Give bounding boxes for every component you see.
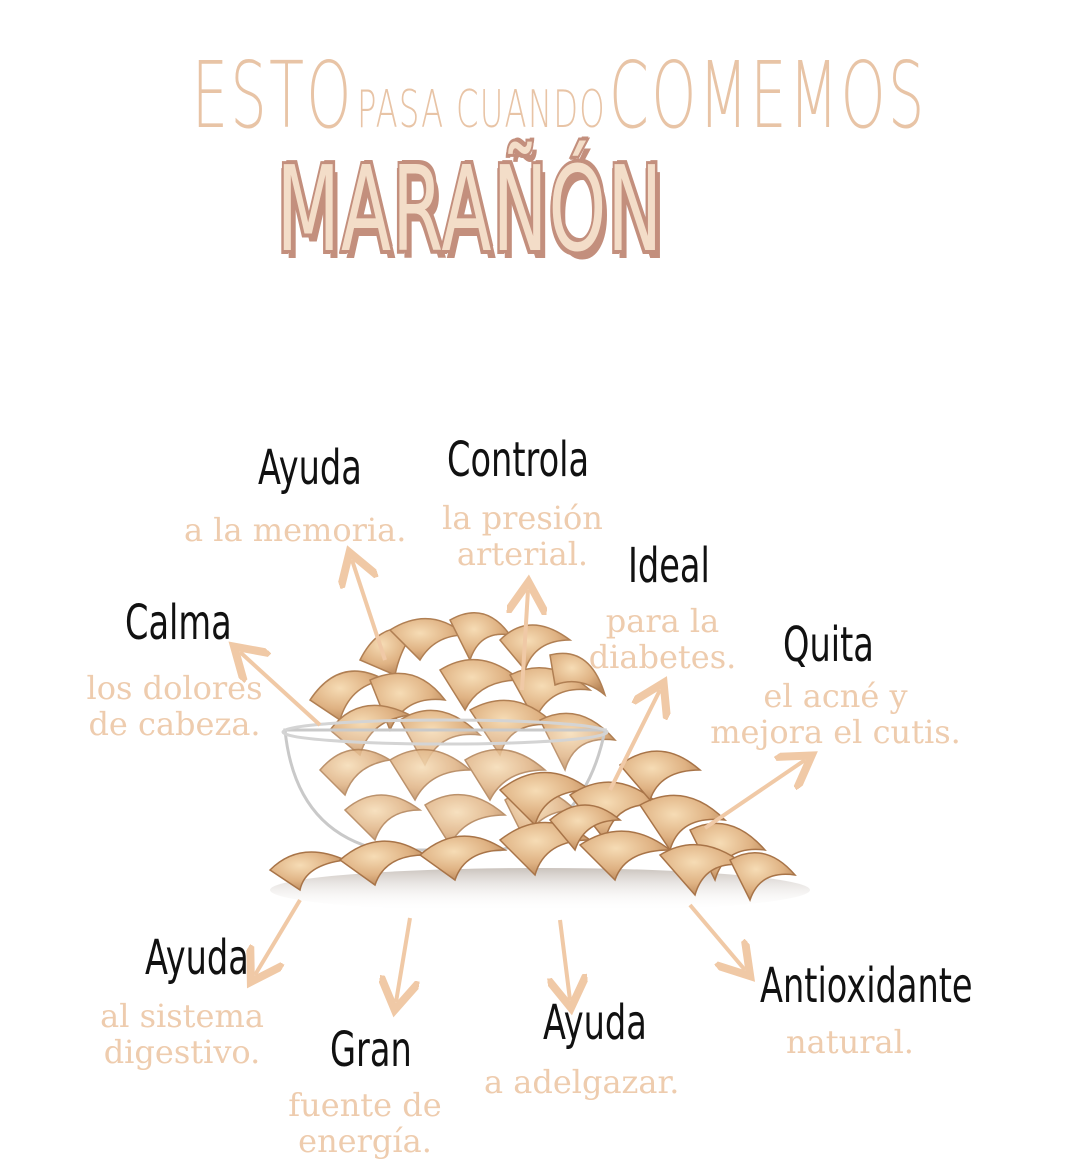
benefit-head-diabetes: Ideal bbox=[628, 538, 710, 594]
title-word-comemos: COMEMOS bbox=[609, 42, 927, 149]
benefit-desc-cabeza bbox=[82, 670, 267, 742]
benefit-desc-digestivo bbox=[92, 998, 272, 1070]
title-word-esto: ESTO bbox=[191, 42, 354, 149]
title-word-pasa-cuando: PASA CUANDO bbox=[356, 80, 606, 140]
benefit-desc-acne-line1: el acné y bbox=[763, 677, 908, 715]
benefit-desc-energia-line1: fuente de bbox=[288, 1086, 442, 1124]
benefit-desc-presion-line1: la presión bbox=[442, 499, 603, 537]
title-maranon: MARAÑÓN bbox=[276, 140, 664, 278]
benefit-desc-diabetes bbox=[585, 603, 740, 675]
benefit-head-energia: Gran bbox=[330, 1022, 412, 1078]
arrow-memoria bbox=[352, 560, 385, 660]
benefit-head-acne: Quita bbox=[783, 617, 874, 673]
arrow-energia bbox=[396, 918, 410, 1002]
benefit-desc-cabeza-line1: los dolores bbox=[86, 669, 263, 707]
benefit-head-adelgazar: Ayuda bbox=[543, 995, 647, 1051]
benefit-desc-digestivo-line2: digestivo. bbox=[103, 1033, 261, 1071]
benefit-desc-memoria: a la memoria. bbox=[184, 511, 407, 549]
benefit-head-digestivo: Ayuda bbox=[145, 930, 249, 986]
benefit-desc-digestivo-line1: al sistema bbox=[100, 997, 264, 1035]
benefit-desc-diabetes-line1: para la bbox=[605, 602, 720, 640]
benefit-desc-energia-line2: energía. bbox=[298, 1122, 432, 1160]
benefit-head-cabeza: Calma bbox=[125, 595, 232, 651]
arrow-digestivo bbox=[255, 900, 300, 975]
benefit-desc-antioxidante: natural. bbox=[786, 1023, 914, 1061]
benefit-desc-presion bbox=[435, 500, 610, 572]
benefit-desc-cabeza-line2: de cabeza. bbox=[88, 705, 261, 743]
benefit-desc-acne bbox=[703, 678, 968, 750]
benefit-head-memoria: Ayuda bbox=[258, 440, 362, 496]
benefit-desc-acne-line2: mejora el cutis. bbox=[710, 713, 961, 751]
benefit-desc-adelgazar: a adelgazar. bbox=[484, 1063, 680, 1101]
benefit-desc-presion-line2: arterial. bbox=[456, 535, 589, 573]
benefit-head-presion: Controla bbox=[447, 432, 590, 488]
arrow-acne bbox=[705, 760, 805, 828]
arrow-adelgazar bbox=[560, 920, 570, 1000]
arrow-diabetes bbox=[610, 690, 660, 790]
benefit-head-antioxidante: Antioxidante bbox=[760, 958, 973, 1014]
benefit-desc-energia bbox=[280, 1087, 450, 1159]
arrow-antioxidante bbox=[690, 905, 745, 970]
arrow-presion bbox=[522, 590, 528, 690]
benefit-desc-diabetes-line2: diabetes. bbox=[588, 638, 737, 676]
